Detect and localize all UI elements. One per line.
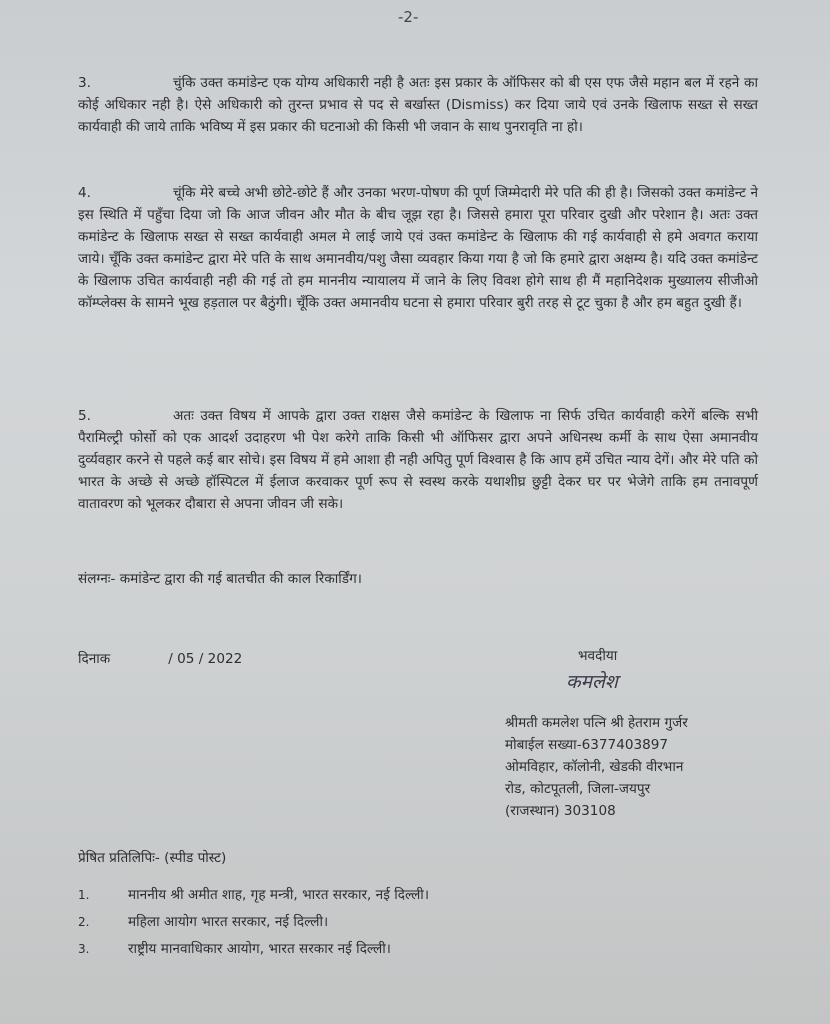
copy-number: 1. bbox=[78, 888, 90, 902]
date-label: दिनाक bbox=[78, 651, 111, 667]
paragraph-3 bbox=[78, 72, 758, 138]
copy-item bbox=[78, 911, 429, 938]
paragraph-4 bbox=[78, 182, 758, 314]
date-value: / 05 / 2022 bbox=[168, 651, 243, 667]
handwritten-signature: कमलेश bbox=[566, 671, 618, 693]
copy-heading: प्रेषित प्रतिलिपिः- (स्पीड पोस्ट) bbox=[78, 850, 227, 866]
sender-line: श्रीमती कमलेश पत्नि श्री हेतराम गुर्जर bbox=[505, 715, 688, 731]
sender-line: मोबाईल सख्या-6377403897 bbox=[505, 737, 669, 753]
copy-number: 2. bbox=[78, 915, 90, 929]
date-line bbox=[78, 648, 242, 667]
sender-line: (राजस्थान) 303108 bbox=[505, 803, 616, 819]
copy-list bbox=[78, 884, 429, 965]
sender-line: रोड, कोटपूतली, जिला-जयपुर bbox=[505, 781, 651, 797]
paragraph-text: अतः उक्त विषय में आपके द्वारा उक्त राक्षस जैसे कमांडेन्ट के खिलाफ ना सिर्फ उचित कार्यवाही करेगें बल्कि सभी पैरामिल्ट्री फोर्सो को एक आदर्श उदाहरण भी पेश करेगे ताकि किसी भी ऑफिसर द्वारा अपने अधिनस्थ कर्मी के साथ ऐसा अमानवीय दुर्व्यवहार करने से पहले कई बार सोचे। इस विषय में हमे आशा ही नही अपितु पूर्ण विश्वास है कि आप हमें उचित न्याय देगें। और मेरे पति को भारत के अच्छे से अच्छे हॉस्पिटल में ईलाज करवाकर पूर्ण रूप से स्वस्थ करके यथाशीघ्र छुट्टी देकर घर पर भेजेगे ताकि हम तनावपूर्ण वातावरण को भूलकर दौबारा से अपना जीवन जी सके। bbox=[78, 408, 758, 512]
sender-address bbox=[505, 712, 688, 822]
closing-salutation: भवदीया bbox=[578, 648, 618, 664]
copy-item bbox=[78, 884, 429, 911]
copy-text: राष्ट्रीय मानवाधिकार आयोग, भारत सरकार नई दिल्ली। bbox=[128, 941, 391, 957]
paragraph-text: चुंकि उक्त कमांडेन्ट एक योग्य अधिकारी नही है अतः इस प्रकार के ऑफिसर को बी एस एफ जैसे महान बल में रहने का कोई अधिकार नही है। ऐसे अधिकारी को तुरन्त प्रभाव से पद से बर्खास्त (Dismiss) कर दिया जाये एवं उनके खिलाफ सख्त से सख्त कार्यवाही की जाये ताकि भविष्य में इस प्रकार की घटनाओ की किसी भी जवान के साथ पुनरावृति ना हो। bbox=[78, 75, 758, 135]
paragraph-text: चूंकि मेरे बच्चे अभी छोटे-छोटे हैं और उनका भरण-पोषण की पूर्ण जिम्मेदारी मेरे पति की ही है। जिसको उक्त कमांडेन्ट ने इस स्थिति में पहुँचा दिया जो कि आज जीवन और मौत के बीच जूझ रहा है। जिससे हमारा पूरा परिवार दुखी और परेशान है। अतः उक्त कमांडेन्ट के खिलाफ सख्त से सख्त कार्यवाही अमल मे लाई जाये एवं उक्त कमांडेन्ट के खिलाफ की गई कार्यवाही से हमे अवगत कराया जाये। चूँकि उक्त कमांडेन्ट द्वारा मेरे पति के साथ अमानवीय/पशु जैसा व्यवहार किया गया है जो कि हमारे द्वारा अक्षम्य है। यदि उक्त कमांडेन्ट के खिलाफ उचित कार्यवाही नही की गई तो हम माननीय न्यायालय में जाने के लिए विवश होगे साथ ही मैं महानिदेशक मुख्यालय सीजीओ कॉम्प्लेक्स के सामने भूख हड़ताल पर बैठुंगी। चूँकि उक्त अमानवीय घटना से हमारा परिवार बुरी तरह से टूट चुका है और हम बहुत दुखी हैं। bbox=[78, 185, 758, 311]
paragraph-number: 3. bbox=[78, 75, 91, 91]
page-number: -2- bbox=[398, 8, 419, 26]
copy-number: 3. bbox=[78, 942, 90, 956]
paragraph-number: 5. bbox=[78, 408, 91, 424]
copy-item bbox=[78, 938, 429, 965]
paragraph-number: 4. bbox=[78, 185, 91, 201]
copy-text: महिला आयोग भारत सरकार, नई दिल्ली। bbox=[128, 914, 329, 930]
sender-line: ओमविहार, कॉलोनी, खेडकी वीरभान bbox=[505, 759, 684, 775]
enclosure-note: संलग्नः- कमांडेन्ट द्वारा की गई बातचीत की काल रिकार्डिंग। bbox=[78, 571, 362, 587]
copy-text: माननीय श्री अमीत शाह, गृह मन्त्री, भारत सरकार, नई दिल्ली। bbox=[128, 887, 429, 903]
paragraph-5 bbox=[78, 405, 758, 515]
